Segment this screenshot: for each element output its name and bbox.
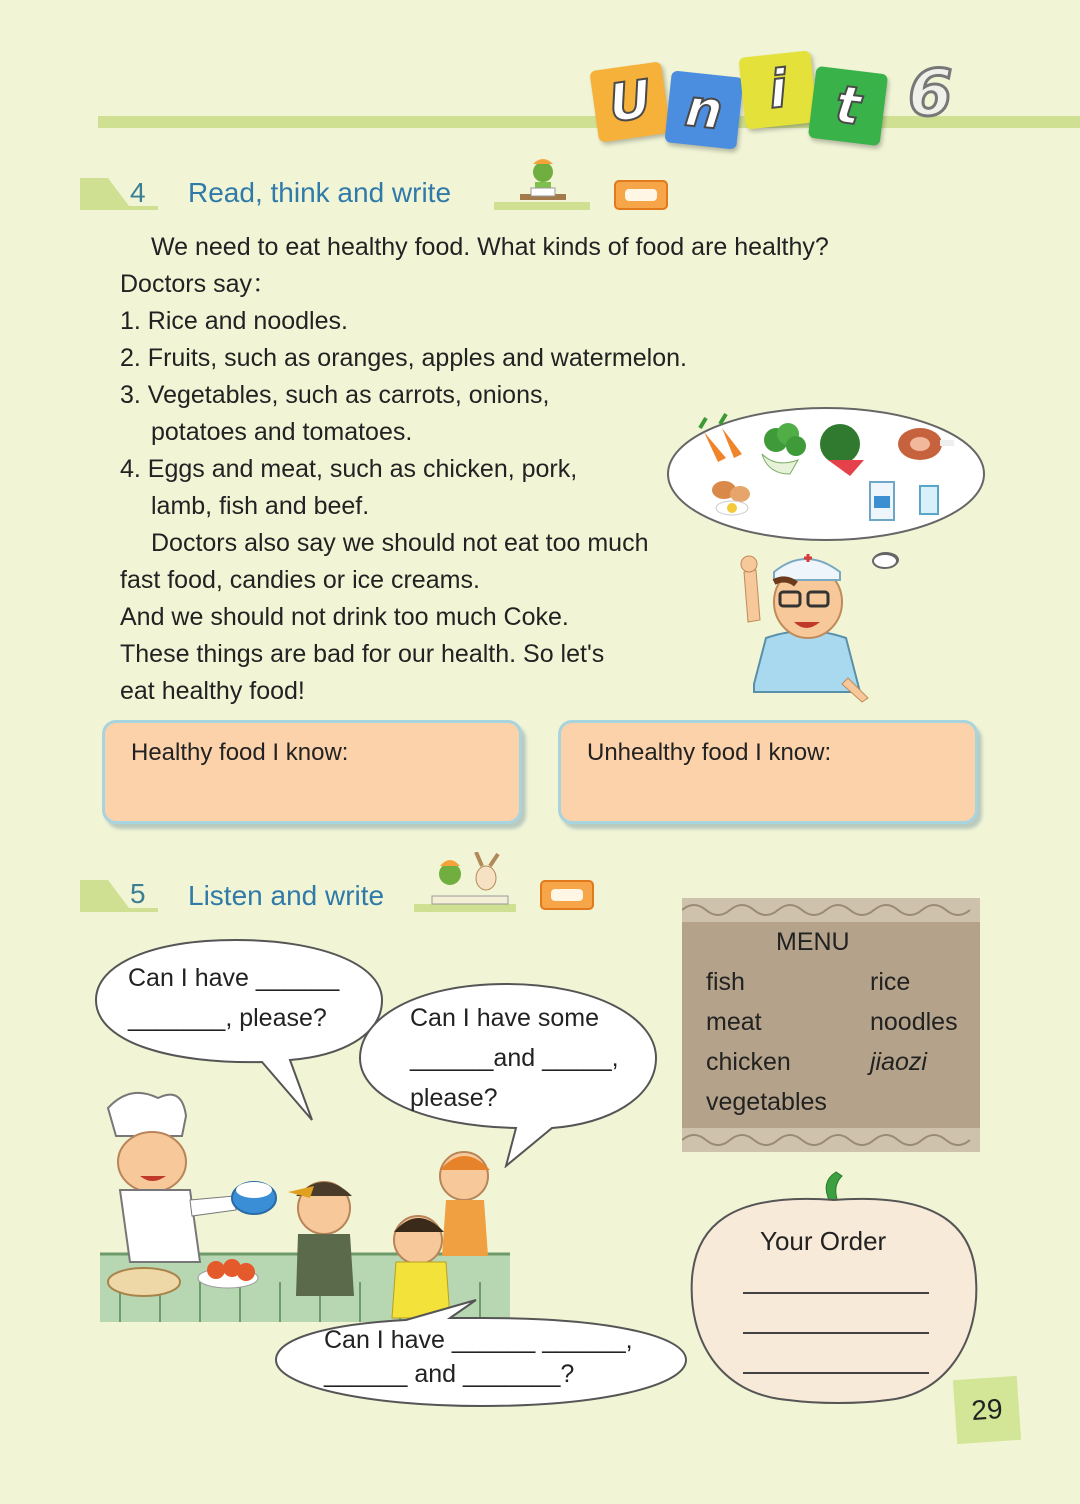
order-blank-line[interactable] [743,1372,929,1374]
bubble-3-line: Can I have ______ ______, [324,1326,633,1354]
healthy-food-label: Healthy food I know: [131,739,349,766]
menu-border-ornament-icon [682,1128,980,1152]
section-4-title: Read, think and write [188,177,452,208]
section-tab-icon [80,178,158,210]
menu-item: vegetables [706,1088,827,1116]
passage-line: Doctors say： [120,270,277,298]
passage-line: 2. Fruits, such as oranges, apples and watermelon. [120,344,687,372]
passage-line: And we should not drink too much Coke. [120,603,569,631]
unit-letter-i: i [738,50,817,129]
passage-line: 4. Eggs and meat, such as chicken, pork, [120,455,578,483]
unhealthy-food-label: Unhealthy food I know: [587,739,832,766]
bubble-3-line: ______ and _______? [324,1360,575,1388]
passage-line: eat healthy food! [120,677,305,705]
passage-line: lamb, fish and beef. [151,492,370,520]
bubble-2-line: ______and _____, [410,1044,619,1072]
menu-item: rice [870,968,911,996]
menu-title: MENU [776,928,850,956]
menu-item: meat [706,1008,762,1036]
passage-line: fast food, candies or ice creams. [120,566,480,594]
section-5-number: 5 [130,878,146,909]
section-tab-icon [80,880,158,912]
milk-carton-icon [870,482,894,520]
doctor-illustration [736,542,876,704]
passage-line: Doctors also say we should not eat too much [151,529,649,557]
order-blank-line[interactable] [743,1292,929,1294]
bubble-2-line: please? [410,1084,498,1112]
healthy-food-box[interactable] [102,720,522,824]
chef-and-children-illustration [100,1086,510,1322]
unit-number: 6 [908,57,953,131]
order-blank-line[interactable] [743,1332,929,1334]
cassette-tape-icon[interactable] [540,880,594,910]
page-number: 29 [953,1376,1021,1444]
unhealthy-food-box[interactable] [558,720,978,824]
menu-item: fish [706,968,745,996]
menu-item: jiaozi [870,1048,927,1076]
unit-letter-n: n [664,70,743,149]
section-4-number: 4 [130,177,146,208]
unit-letter-t: t [808,66,888,146]
menu-border-ornament-icon [682,898,980,922]
menu-item: noodles [870,1008,958,1036]
passage-line: 1. Rice and noodles. [120,307,348,335]
menu-item: chicken [706,1048,791,1076]
reading-frog-icon [516,154,570,204]
order-title: Your Order [760,1226,887,1256]
cassette-tape-icon[interactable] [614,180,668,210]
passage-line: potatoes and tomatoes. [151,418,413,446]
section-5-title: Listen and write [188,880,385,911]
bubble-2-line: Can I have some [410,1004,599,1032]
unit-letter-u: U [589,61,670,142]
passage-line: We need to eat healthy food. What kinds of food are healthy? [151,233,829,261]
passage-line: These things are bad for our health. So let's [120,640,605,668]
water-glass-icon [920,486,938,514]
passage-line: 3. Vegetables, such as carrots, onions, [120,381,550,409]
bubble-1-line: _______, please? [128,1004,327,1032]
listening-characters-icon [426,852,516,908]
bubble-1-line: Can I have ______ [128,964,340,992]
